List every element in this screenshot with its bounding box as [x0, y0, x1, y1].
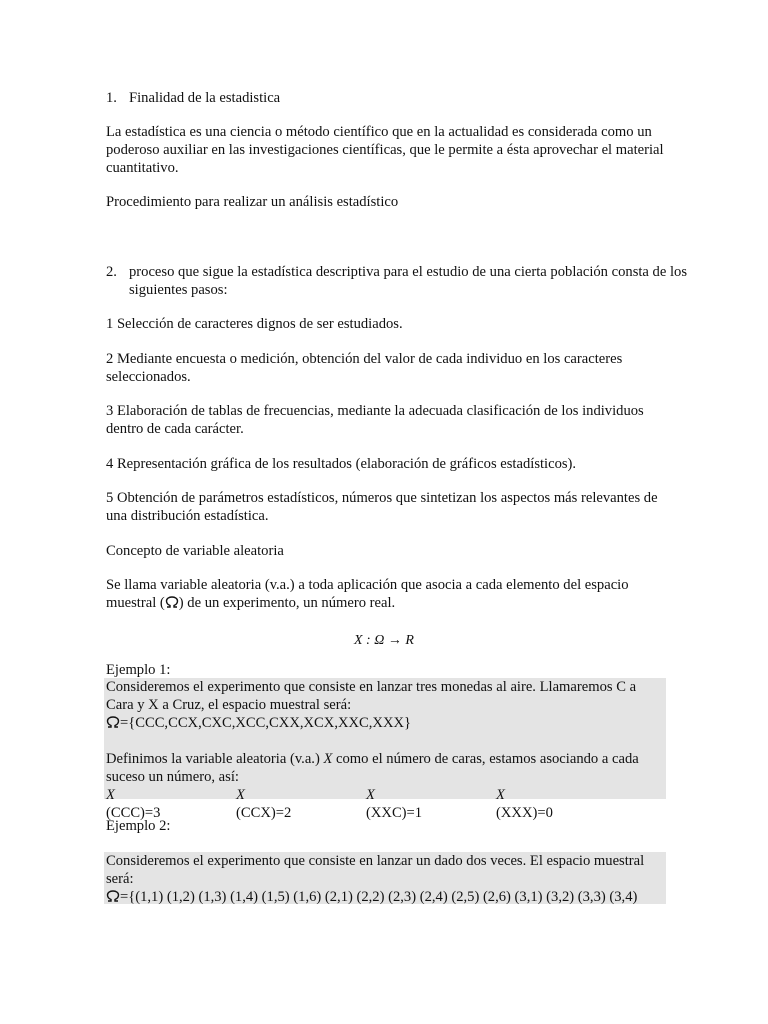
concept-text-end: ) de un experimento, un número real. — [178, 595, 396, 611]
step-3: 3 Elaboración de tablas de frecuencias, mediante la adecuada clasificación de los individuos dentro de cada carácter. — [106, 403, 644, 437]
value-text: (CCC)=3 — [106, 805, 161, 821]
value-text: (XXC)=1 — [366, 805, 423, 821]
omega-icon — [106, 890, 120, 902]
heading-text: Finalidad de la estadistica — [129, 90, 281, 106]
definition-text-start: Definimos la variable aleatoria (v.a.) — [106, 751, 324, 767]
sample-space-text: ={(1,1) (1,2) (1,3) (1,4) (1,5) (1,6) (2,1) (2,2) (2,3) (2,4) (2,5) (2,6) (3,1) (3,2) (3,3) (3,4) — [120, 889, 638, 905]
omega-icon — [165, 596, 179, 608]
step-2: 2 Mediante encuesta o medición, obtención del valor de cada individuo en los caracteres seleccionados. — [106, 351, 623, 385]
definition-text-end: como el número de caras, estamos asociando a cada suceso un número, así: — [106, 751, 639, 785]
variable-x: X — [366, 787, 375, 803]
ejemplo1-title: Ejemplo 1: — [106, 662, 171, 678]
concept-definition — [106, 576, 666, 612]
ejemplo1-intro: Consideremos el experimento que consiste en lanzar tres monedas al aire. Llamaremos C a Cara y X a Cruz, el espacio muestral será: — [106, 679, 637, 713]
list-item-number: 2. — [106, 264, 117, 280]
value-text: (XXX)=0 — [496, 805, 553, 821]
concept-title: Concepto de variable aleatoria — [106, 543, 284, 559]
paragraph-procedimiento: Procedimiento para realizar un análisis estadístico — [106, 194, 399, 210]
formula: X : Ω → R — [354, 633, 414, 648]
variable-x: X — [236, 787, 245, 803]
step-5: 5 Obtención de parámetros estadísticos, números que sintetizan los aspectos más relevantes de una distribución estadística. — [106, 490, 658, 524]
step-4: 4 Representación gráfica de los resultados (elaboración de gráficos estadísticos). — [106, 456, 577, 472]
ejemplo1-sample-space — [106, 714, 666, 732]
variable-x: X — [323, 751, 333, 767]
step-1: 1 Selección de caracteres dignos de ser estudiados. — [106, 316, 403, 332]
paragraph-definition: La estadística es una ciencia o método científico que en la actualidad es considerada como un poderoso auxiliar en las investigaciones científicas, que le permite a ésta aprovechar el material cuantitativo. — [106, 124, 664, 176]
ejemplo2-box — [104, 852, 666, 904]
ejemplo1-box — [104, 678, 666, 821]
list-item-2 — [106, 263, 689, 299]
omega-icon — [106, 716, 120, 728]
ejemplo2-title: Ejemplo 2: — [106, 818, 171, 834]
value-text: (CCX)=2 — [236, 805, 292, 821]
concept-text-start: Se llama variable aleatoria (v.a.) a toda aplicación que asocia a cada elemento del espacio muestral ( — [106, 577, 629, 611]
heading-number: 1. — [106, 90, 117, 106]
variable-x: X — [106, 787, 115, 803]
heading-finalidad — [106, 89, 689, 107]
ejemplo2-sample-space — [106, 888, 666, 906]
sample-space-text: ={CCC,CCX,CXC,XCC,CXX,XCX,XXC,XXX} — [120, 715, 412, 731]
variable-x: X — [496, 787, 505, 803]
ejemplo2-intro: Consideremos el experimento que consiste en lanzar un dado dos veces. El espacio muestral será: — [106, 853, 645, 887]
list-item-text: proceso que sigue la estadística descriptiva para el estudio de una cierta población consta de los siguientes pasos: — [129, 264, 688, 298]
ejemplo1-definition — [106, 750, 666, 786]
